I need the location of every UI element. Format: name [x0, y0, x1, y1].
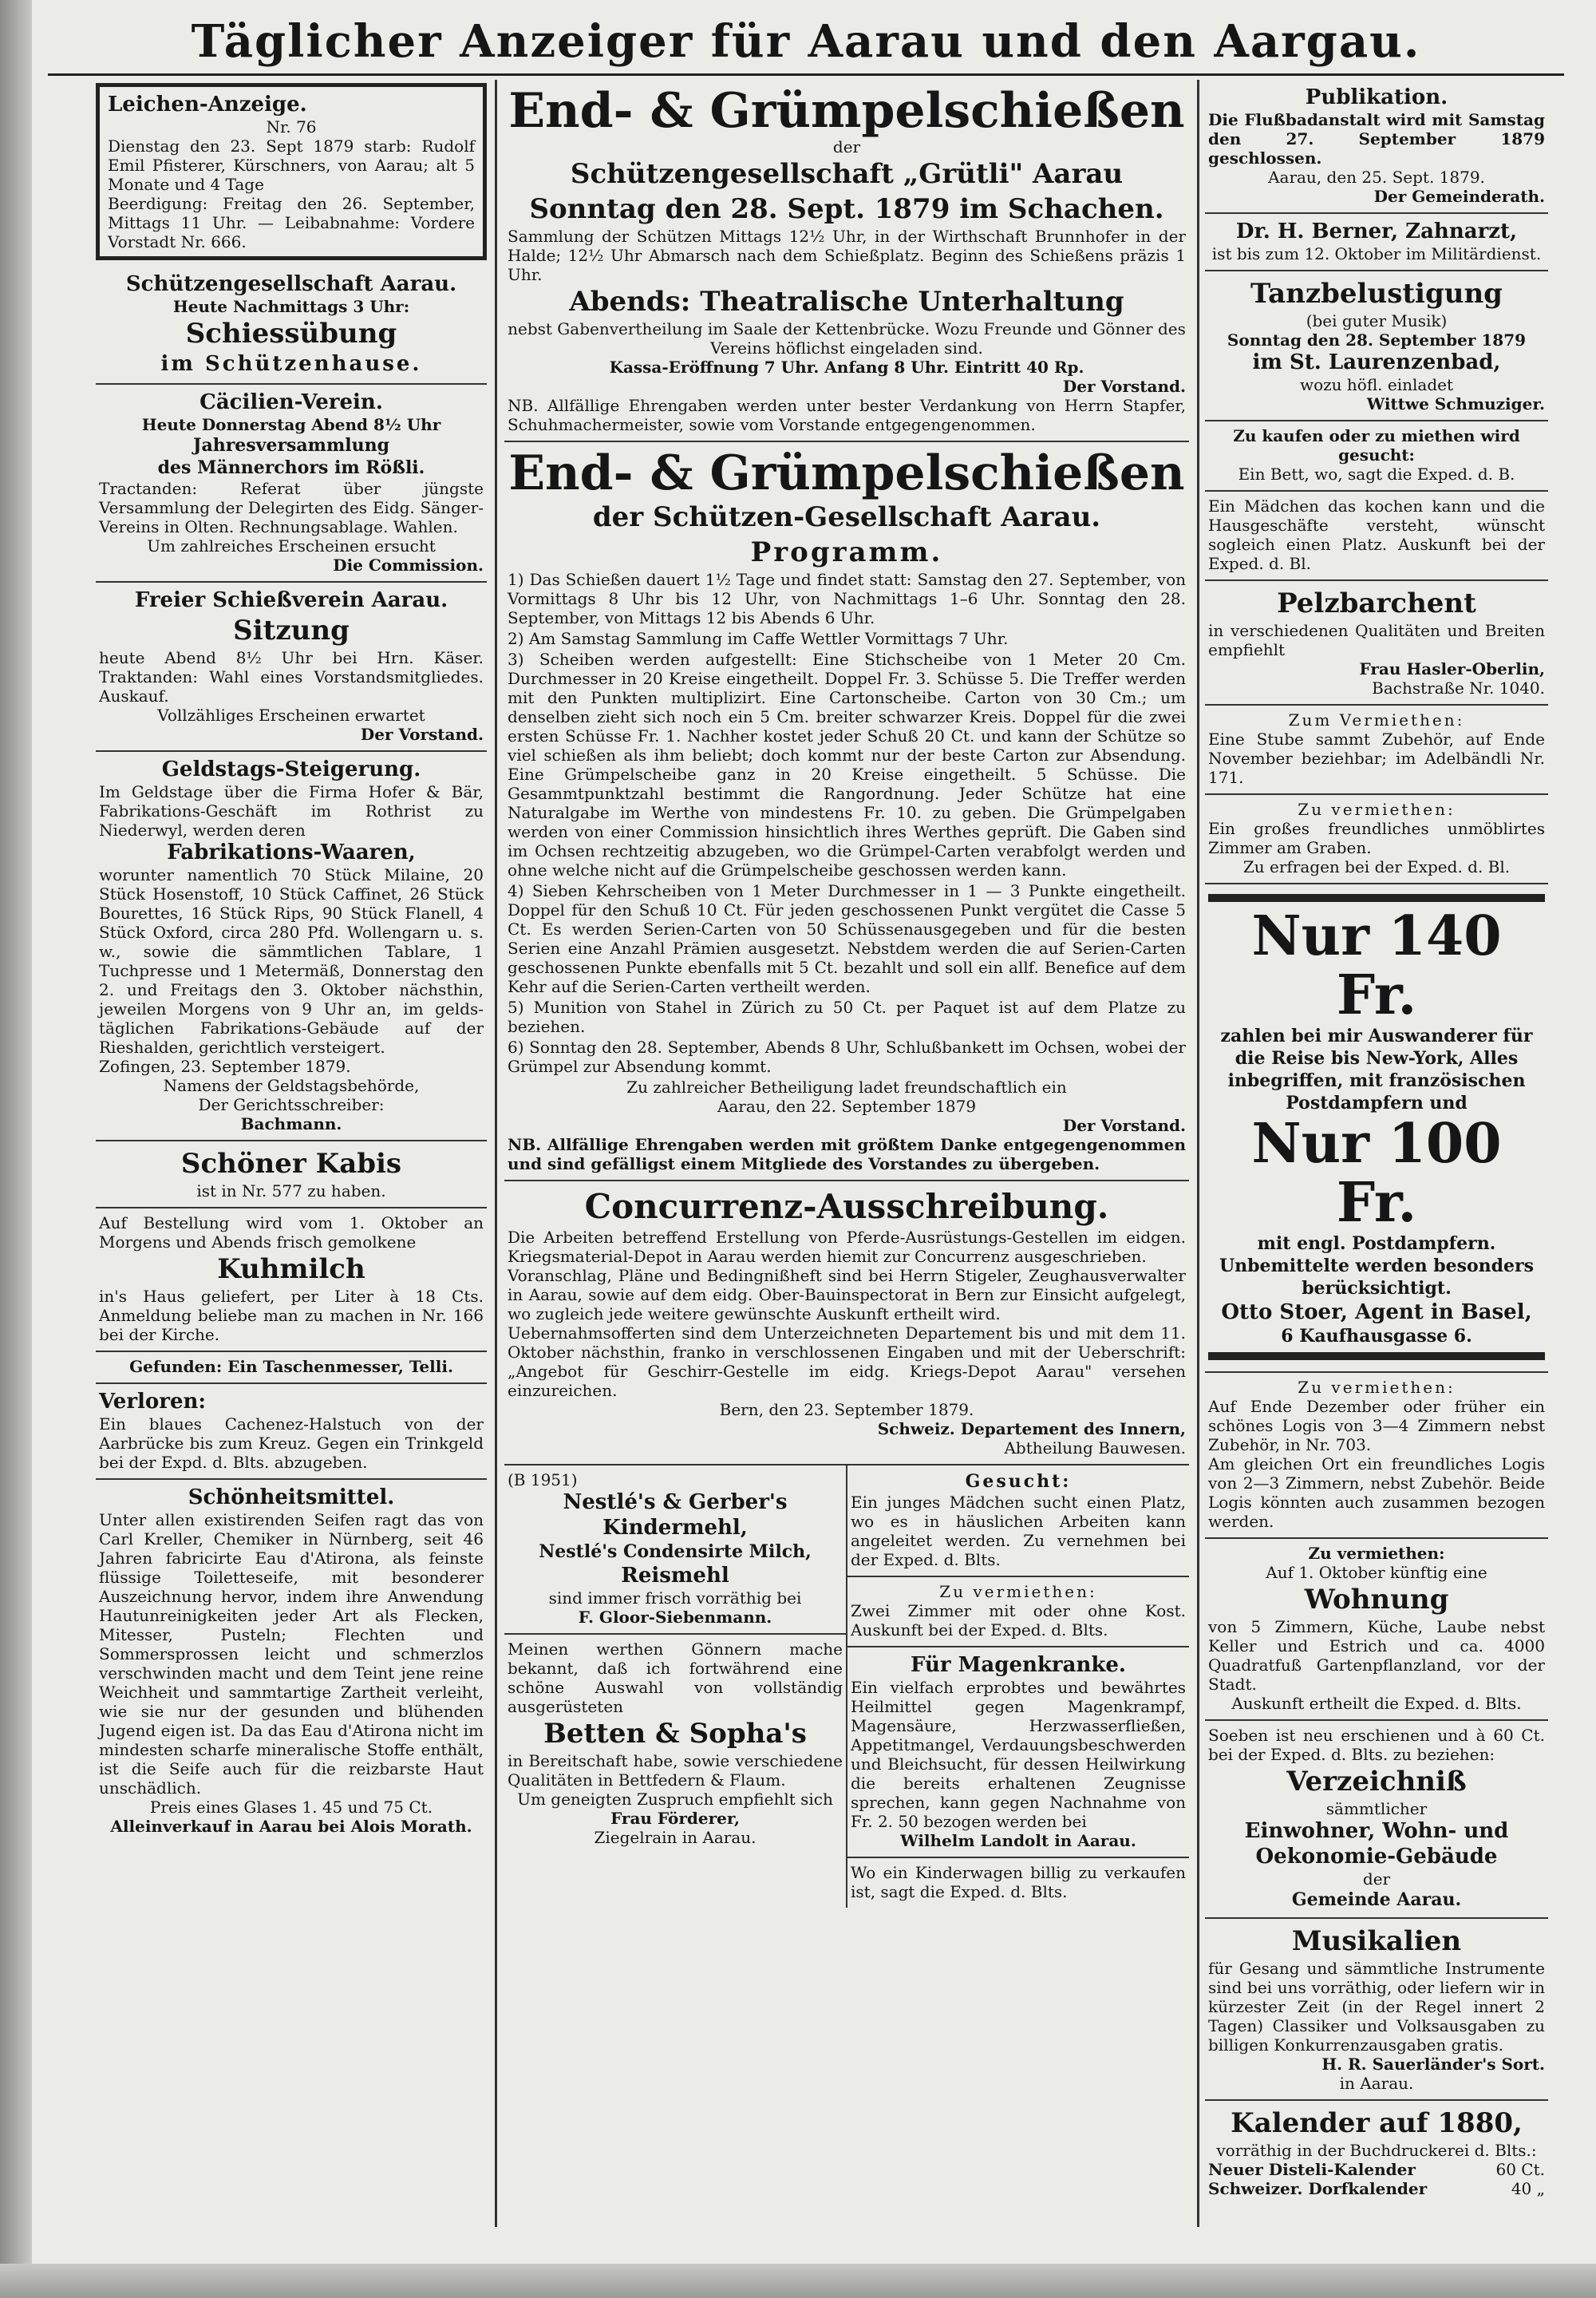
death-notice — [96, 83, 487, 260]
ad-address: 6 Kaufhausgasse 6. — [1281, 1326, 1472, 1347]
ad-headline: Schiessübung — [185, 318, 397, 350]
ad-text: in Bereitschaft habe, sowie verschiedene Qualitäten in Bettfedern & Flaum. — [508, 1751, 843, 1790]
maid-ad — [1205, 492, 1548, 581]
program-item: 4) Sieben Kehrscheiben von 1 Meter Durchmesser in 1 — 3 Punkte eingetheilt. Doppel für den Schuß 10 Ct. Für jeden geschossenen Punkt vergütet die Casse 5 Ct. Es werden Serien-Carten von 50 Schüssenausgegeben und für die besten Serien eine Anzahl Prämien ausgesetzt. Nebstdem werden die auf Serien-Carten geschossenen Punkte ebenfalls mit 5 Ct. bezahlt und soll ein allf. Benefice auf dem Kehr auf die Serien-Carten vertheilt werden. — [508, 881, 1186, 996]
ad-title: Schützengesellschaft Aarau. — [125, 272, 457, 296]
ad-headline: End- & Grümpelschießen — [508, 83, 1185, 139]
ad-headline: Nur 100 Fr. — [1251, 1112, 1502, 1235]
column-rule — [495, 80, 497, 2227]
kabis-ad — [96, 1141, 487, 1208]
publication-notice — [1205, 80, 1548, 214]
ad-text: Die Arbeiten betreffend Erstellung von Pferde-Ausrüstungs-Gestellen im eidgen. Kriegsmaterial-Depot in Aarau werden hiemit zur Concurrenz ausgeschrieben. — [508, 1228, 1186, 1266]
ad-headline: Fabrikations-Waaren, — [167, 840, 416, 864]
ad-subline: Abends: Theatralische Unterhaltung — [569, 286, 1124, 318]
ad-text: Ein Mädchen das kochen kann und die Hausgeschäfte versteht, wünscht sogleich einen Platz. Auskunft bei der Exped. d. Bl. — [1208, 496, 1545, 573]
ad-subline: Einwohner, Wohn- und — [1244, 1819, 1509, 1843]
ad-signature: Otto Stoer, Agent in Basel, — [1221, 1300, 1532, 1324]
ad-headline: Musikalien — [1291, 1925, 1462, 1957]
ad-signature: Frau Förderer, — [610, 1809, 740, 1828]
ad-title: Zu vermiethen: — [1298, 1378, 1456, 1397]
ad-signature: Frau Hasler-Oberlin, — [1359, 659, 1545, 678]
ad-brand: Nestlé's & Gerber's — [563, 1490, 788, 1514]
buy-wanted-ad — [1205, 421, 1548, 492]
ad-date: Sonntag den 28. September 1879 — [1227, 330, 1527, 350]
ad-seller: Alleinverkauf in Aarau bei Alois Morath. — [110, 1817, 472, 1836]
ad-text: von 5 Zimmern, Küche, Laube nebst Keller und Estrich und ca. 4000 Quadratfuß Gartenpflanzland, vor der Stadt. — [1208, 1617, 1545, 1694]
scan-edge-left — [0, 0, 32, 2298]
ad-text: Meinen werthen Gönnern mache bekannt, daß ich fortwährend eine schöne Auswahl von vollständig ausgerüsteten — [508, 1639, 843, 1716]
pram-ad — [847, 1858, 1189, 1908]
ad-subline: Gemeinde Aarau. — [1291, 1889, 1462, 1910]
ad-subline: des Männerchors im Rößli. — [157, 457, 425, 478]
ad-text: Am gleichen Ort ein freundliches Logis von 2—3 Zimmern, nebst Zubehör. Beide Logis könnten auch zusammen bezogen werden. — [1208, 1454, 1545, 1531]
ad-text: Ein blaues Cachenez-Halstuch von der Aarbrücke bis zum Kreuz. Gegen ein Trinkgeld bei der Expd. d. Blts. abzugeben. — [99, 1414, 484, 1472]
program-list — [508, 570, 1186, 1076]
ad-headline: Dr. H. Berner, Zahnarzt, — [1235, 220, 1518, 243]
ad-product: Nestlé's Condensirte Milch, — [539, 1541, 812, 1562]
ad-headline: Sitzung — [233, 615, 350, 647]
ad-text: Voranschlag, Pläne und Bedingnißheft sind bei Herrn Stigeler, Zeughausverwalter in Aarau, sowie auf dem eidg. Ober-Bauinspectorat in Bern zur Einsicht aufgelegt, wo zugleich jede weitere gewünschte Auskunft ertheilt wird. — [508, 1266, 1186, 1323]
ad-text: sind immer frisch vorräthig bei — [548, 1588, 802, 1608]
ad-text: Die Flußbadanstalt wird mit Samstag den 27. September 1879 geschlossen. — [1208, 110, 1545, 168]
ad-title: Zu kaufen oder zu miethen wird gesucht: — [1233, 426, 1520, 465]
ad-title: Zum Vermiethen: — [1288, 710, 1465, 730]
small-ads-right — [846, 1465, 1189, 1908]
death-funeral: Beerdigung: Freitag den 26. September, Mittags 11 Uhr. — Leibabnahme: Vordere Vorstadt Nr. 666. — [108, 194, 475, 251]
death-title: Leichen-Anzeige. — [108, 93, 307, 117]
ad-headline: Betten & Sopha's — [543, 1718, 807, 1750]
ad-title: der Schützen-Gesellschaft Aarau. — [592, 501, 1101, 533]
ad-text: Wo ein Kinderwagen billig zu verkaufen ist, sagt die Exped. d. Blts. — [851, 1863, 1186, 1901]
milk-ad — [96, 1208, 487, 1352]
ad-text: worunter namentlich 70 Stück Milaine, 20 Stück Hosenstoff, 10 Stück Caffinet, 26 Stück Bourettes, 16 Stück Rips, 90 Stück Flanell, 4 Stück Oxford, circa 280 Pfd. Wollengarn u. s. w., sowie die sämmtlichen Tablare, 1 Tuchpresse und 1 Metermäß, Donnerstag den 2. und Freitags den 3. Oktober nächsthin, jeweilen Morgens von 9 Uhr an, im gelds-täglichen Fabrikations-Gebäude auf der Rieshalden, gerichtlich versteigert. — [99, 865, 484, 1057]
ad-title: Schützengesellschaft „Grütli" Aarau — [570, 158, 1124, 190]
small-ads-grid — [504, 1465, 1189, 1908]
ad-headline: Tanzbelustigung — [1250, 278, 1503, 310]
ad-text: Uebernahmsofferten sind dem Unterzeichneten Departement bis und mit dem 11. Oktober nächsthin, franko in verschlossenen Eingaben und mit der Ueberschrift: „Angebot für Geschirr-Gestelle im eidg. Kriegs-Depot Aarau" versehen einzureichen. — [508, 1323, 1186, 1400]
ad-title: Zu vermiethen: — [939, 1582, 1097, 1601]
ad-signature: Wilhelm Landolt in Aarau. — [900, 1831, 1136, 1850]
divider-bar — [1208, 1352, 1545, 1360]
ad-product: Kindermehl, — [602, 1516, 748, 1540]
ad-text: in verschiedenen Qualitäten und Breiten empfiehlt — [1208, 621, 1545, 659]
ad-signature: Der Gemeinderath. — [1373, 187, 1545, 206]
middle-column — [504, 80, 1189, 1908]
small-ads-left — [504, 1465, 846, 1908]
ad-title: Geldstags-Steigerung. — [161, 757, 421, 781]
ad-title: Freier Schießverein Aarau. — [134, 588, 448, 612]
column-rule — [1197, 80, 1199, 2227]
ad-text: Unter allen existirenden Seifen ragt das von Carl Kreller, Chemiker in Nürnberg, seit 46 Jahren fabricirte Eau d'Atirona, als feinste flüssige Toiletteseife, mit besonderer Auszeichnung hervor, indem ihre Anwendung Hautunreinigkeiten jeder Art als Flecken, Mitesser, Pusteln; Flechten und Sommersprossen leicht und schmerzlos verschwinden macht und dem Teint jene reine Weichheit und sammtartige Zartheit verleiht, wie sie nur der gesunden und blühenden Jugend eigen ist. Da das Eau d'Atirona nicht im mindesten scharfe mineralische Stoffe enthält, ist die Seife auch für die reizbarste Haut unschädlich. — [99, 1510, 484, 1798]
program-item: 2) Am Samstag Sammlung im Caffe Wettler Vormittags 7 Uhr. — [508, 629, 1009, 648]
ad-headline: Pelzbarchent — [1277, 587, 1476, 619]
ad-ref: (B 1951) — [508, 1470, 578, 1489]
ad-signature: Der Vorstand. — [1062, 377, 1186, 396]
ad-text: für Gesang und sämmtliche Instrumente sind bei uns vorräthig, oder liefern wir in kürzester Zeit (in der Regel innert 2 Tagen) Classiker und Volksausgaben zu billigen Konkurrenzausgaben gratis. — [1208, 1959, 1545, 2055]
ad-signature: Der Gerichtsschreiber: — [198, 1095, 385, 1114]
ad-text: Ein Bett, wo, sagt die Exped. d. B. — [1238, 465, 1515, 484]
ad-headline: End- & Grümpelschießen — [508, 445, 1185, 501]
rent-ad — [1205, 706, 1548, 795]
ad-text: Ein junges Mädchen sucht einen Platz, wo es in häuslichen Arbeiten kann angeleitet werden. Zu vernehmen bei der Exped. d. Blts. — [851, 1493, 1186, 1569]
ad-title: Verloren: — [99, 1390, 206, 1414]
ad-title: Zu vermiethen: — [1298, 800, 1456, 819]
ad-date: Bern, den 23. September 1879. — [719, 1400, 974, 1419]
ad-title: Schönheitsmittel. — [188, 1485, 395, 1509]
program-title: Programm. — [750, 536, 943, 568]
ad-signature: Die Commission. — [333, 556, 484, 575]
gruetli-shooting-ad — [504, 80, 1189, 442]
ad-text: zahlen bei mir Auswanderer für die Reise bis New-York, Alles inbegriffen, mit französischen Postdampfern und — [1220, 1026, 1533, 1113]
ad-text: Auf 1. Oktober künftig eine — [1266, 1563, 1487, 1582]
ad-subline: Oekonomie-Gebäude — [1255, 1845, 1498, 1869]
ad-title: Für Magenkranke. — [911, 1653, 1126, 1677]
ad-text: Zu zahlreicher Betheiligung ladet freundschaftlich ein — [626, 1078, 1067, 1097]
fabric-ad — [1205, 581, 1548, 706]
ad-title: Cäcilien-Verein. — [200, 390, 383, 414]
ad-headline: Kalender auf 1880, — [1231, 2107, 1523, 2139]
program-item: 6) Sonntag den 28. September, Abends 8 Uhr, Schlußbankett im Ochsen, wobei der Grümpel zur Absendung kommt. — [508, 1038, 1186, 1076]
ad-text: Auskunft ertheilt die Exped. d. Blts. — [1231, 1694, 1522, 1713]
ad-headline: Jahresversammlung — [193, 435, 389, 456]
ad-headline: Concurrenz-Ausschreibung. — [584, 1187, 1109, 1226]
ad-title: Publikation. — [1305, 85, 1448, 109]
ad-text: Auf Bestellung wird vom 1. Oktober an Morgens und Abends frisch gemolkene — [99, 1213, 484, 1252]
death-text: Dienstag den 23. Sept 1879 starb: Rudolf Emil Pfisterer, Kürschners, von Aarau; alt 5 Monate und 4 Tage — [108, 136, 475, 194]
ad-signature: Bachmann. — [240, 1114, 342, 1133]
ad-text: ist in Nr. 577 zu haben. — [196, 1181, 386, 1200]
wanted-ad — [847, 1465, 1189, 1577]
masthead-title: Täglicher Anzeiger für Aarau und den Aargau. — [48, 10, 1564, 76]
directory-ad — [1205, 1721, 1548, 1919]
ad-text: Tractanden: Referat über jüngste Versammlung der Delegirten des Eidg. Sänger-Vereins in Olten. Rechnungsablage. Wahlen. — [99, 479, 484, 536]
program-item: 3) Scheiben werden aufgestellt: Eine Stichscheibe von 1 Meter 20 Cm. Durchmesser in 20 Kreise eingetheilt. Doppel Fr. 3. Schüsse 5. Die Treffer werden mit den Punkten multiplizirt. Eine Cartonscheibe. Carton von 30 Cm.; um denselben zieht sich noch ein 5 Cm. breiter schwarzer Kreis. Doppel für die zwei ersten Schüsse Fr. 1. Nachher kostet jeder Schuß 20 Ct. und kann der Schütze so viel schießen als ihm beliebt; doch kommt nur der beste Carton zur Absendung. Eine Grümpelscheibe ganz in 20 Kreise eingetheilt. 5 Schüsse. Die Gesammtpunktzahl bestimmt die Rangordnung. Jeder Schütze hat eine Naturalgabe im Werthe von mindestens Fr. 10. zu geben. Die Grümpelgaben werden von einer Commission hinsichtlich ihres Werthes geprüft. Die Gaben sind im Ochsen rechtzeitig abzugeben, wo die Grümpel-Carten verabfolgt werden und ohne welche nicht auf die Grümpelscheibe geschossen werden kann. — [508, 650, 1186, 880]
nestle-ad — [504, 1465, 846, 1635]
ad-signature: Schweiz. Departement des Innern, — [877, 1419, 1186, 1438]
ad-signature: Namens der Geldstagsbehörde, — [163, 1076, 420, 1095]
caecilien-ad — [96, 385, 487, 583]
price-value: 40 „ — [1511, 2179, 1545, 2198]
ad-signature: in Aarau. — [1339, 2074, 1414, 2093]
ad-signature: H. R. Sauerländer's Sort. — [1321, 2055, 1545, 2074]
ad-date: Sonntag den 28. Sept. 1879 im Schachen. — [529, 193, 1164, 225]
ad-text: Eine Stube sammt Zubehör, auf Ende November beziehbar; im Adelbändli Nr. 171. — [1208, 730, 1545, 787]
ad-date: Aarau, den 22. September 1879 — [717, 1097, 977, 1116]
ad-text: vorräthig in der Buchdruckerei d. Blts.: — [1216, 2141, 1537, 2160]
aarau-shooting-ad — [504, 442, 1189, 1181]
ad-headline: Wohnung — [1304, 1584, 1449, 1616]
ad-text: Im Geldstage über die Firma Hofer & Bär, Fabrikations-Geschäft im Rothrist zu Niederwyl, werden deren — [99, 782, 484, 840]
beauty-ad — [96, 1480, 487, 1842]
ad-text: in's Haus geliefert, per Liter à 18 Cts. Anmeldung beliebe man zu machen in Nr. 166 bei der Kirche. — [99, 1287, 484, 1344]
emigration-ad — [1205, 884, 1548, 1373]
ad-text: Soeben ist neu erschienen und à 60 Ct. bei der Exped. d. Blts. zu beziehen: — [1208, 1726, 1545, 1764]
ad-text: Ein vielfach erprobtes und bewährtes Heilmittel gegen Magenkrampf, Magensäure, Herzwasserfließen, Appetitmangel, Verdauungsbeschwerden und Bleichsucht, für dessen Heilwirkung die bereits erhaltenen Zeugnisse sprechen, kann gegen Nachnahme von Fr. 2. 50 bezogen werden bei — [851, 1678, 1186, 1831]
price-item: Schweizer. Dorfkalender — [1208, 2179, 1428, 2198]
calendar-ad — [1205, 2101, 1548, 2205]
ad-signature: Der Vorstand. — [360, 725, 484, 744]
ad-text: mit engl. Postdampfern. Unbemittelte werden besonders berücksichtigt. — [1219, 1233, 1535, 1299]
program-item: 1) Das Schießen dauert 1½ Tage und findet statt: Samstag den 27. September, von Vormittags 8 Uhr bis 12 Uhr, von Nachmittags 1–6 Uhr. Sonntag den 28. September, von Mittags 12 bis Abends 6 Uhr. — [508, 570, 1186, 627]
ad-text: Ein großes freundliches unmöblirtes Zimmer am Graben. — [1208, 819, 1545, 857]
price-item: Neuer Disteli-Kalender — [1208, 2160, 1416, 2179]
ad-signature: Abtheilung Bauwesen. — [1004, 1438, 1186, 1458]
beds-ad — [504, 1635, 846, 1853]
ad-text: Sammlung der Schützen Mittags 12½ Uhr, in der Wirthschaft Brunnhofer in der Halde; 12½ Uhr Abmarsch nach dem Schießplatz. Beginn des Schießens präzis 1 Uhr. — [508, 227, 1186, 284]
ad-text: Auf Ende Dezember oder früher ein schönes Logis von 3—4 Zimmern nebst Zubehör, in Nr. 703. — [1208, 1397, 1545, 1454]
ad-signature: Bachstraße Nr. 1040. — [1372, 678, 1545, 698]
price-value: 60 Ct. — [1495, 2160, 1545, 2179]
rent-ad — [1205, 795, 1548, 884]
ad-date: Aarau, den 25. Sept. 1879. — [1268, 168, 1485, 187]
ad-title: Gesucht: — [965, 1471, 1072, 1492]
lost-notice — [96, 1384, 487, 1480]
ad-text: Gefunden: Ein Taschenmesser, Telli. — [129, 1357, 453, 1376]
schiessverein-ad — [96, 583, 487, 752]
ad-text: Zwei Zimmer mit oder ohne Kost. Auskunft bei der Exped. d. Blts. — [851, 1601, 1186, 1639]
ad-subline: im Schützenhause. — [160, 352, 422, 376]
ad-headline: Nur 140 Fr. — [1251, 904, 1502, 1027]
ad-headline: Kuhmilch — [217, 1253, 365, 1285]
ad-text: Kassa-Eröffnung 7 Uhr. Anfang 8 Uhr. Eintritt 40 Rp. — [609, 358, 1084, 377]
ad-line: Heute Donnerstag Abend 8½ Uhr — [141, 415, 441, 434]
price-row — [1208, 2160, 1545, 2179]
auction-ad — [96, 752, 487, 1141]
ad-date: Zofingen, 23. September 1879. — [99, 1057, 351, 1076]
ad-product: Reismehl — [621, 1564, 729, 1588]
program-item: 5) Munition von Stahel in Zürich zu 50 Ct. per Paquet ist auf dem Platze zu beziehen. — [508, 998, 1186, 1036]
ad-line: Heute Nachmittags 3 Uhr: — [172, 297, 410, 316]
music-ad — [1205, 1919, 1548, 2101]
ad-note: NB. Allfällige Ehrengaben werden mit größtem Danke entgegengenommen und sind gefälligst einem Mitgliede des Vorstandes zu übergeben. — [508, 1135, 1186, 1173]
death-nr: Nr. 76 — [266, 117, 317, 136]
dentist-ad — [1205, 214, 1548, 271]
stomach-remedy-ad — [847, 1647, 1189, 1858]
left-column — [96, 80, 487, 1842]
rent-ad — [847, 1577, 1189, 1647]
ad-text: Um geneigten Zuspruch empfiehlt sich — [517, 1790, 833, 1809]
ad-seller: F. Gloor-Siebenmann. — [578, 1608, 772, 1627]
ad-text: Zu erfragen bei der Exped. d. Bl. — [1242, 857, 1511, 876]
right-column — [1205, 80, 1548, 2205]
ad-headline: Verzeichniß — [1286, 1766, 1467, 1798]
ad-text: Vollzähliges Erscheinen erwartet — [157, 706, 425, 725]
tender-ad — [504, 1181, 1189, 1465]
ad-signature: Wittwe Schmuziger. — [1366, 394, 1545, 413]
ad-text: (bei guter Musik) — [1306, 311, 1448, 330]
ad-title: Zu vermiethen: — [1308, 1544, 1445, 1563]
found-notice — [96, 1352, 487, 1384]
ad-signature: Der Vorstand. — [1062, 1116, 1186, 1135]
ad-text: Um zahlreiches Erscheinen ersucht — [147, 536, 436, 556]
ad-headline: Schöner Kabis — [180, 1148, 402, 1180]
apartment-ad — [1205, 1539, 1548, 1721]
ad-text: heute Abend 8½ Uhr bei Hrn. Käser. Traktanden: Wahl eines Vorstandsmitgliedes. Auskauf. — [99, 648, 484, 706]
ad-text: der — [832, 137, 861, 156]
ad-text: der — [1362, 1869, 1391, 1889]
ad-text: sämmtlicher — [1325, 1799, 1428, 1818]
scan-edge-bottom — [0, 2264, 1596, 2298]
shooting-practice-ad — [96, 267, 487, 385]
ad-note: NB. Allfällige Ehrengaben werden unter bester Verdankung von Herrn Stapfer, Schuhmachermeister, sowie vom Vorstande entgegengenommen. — [508, 396, 1186, 434]
dance-ad — [1205, 271, 1548, 421]
ad-text: nebst Gabenvertheilung im Saale der Kettenbrücke. Wozu Freunde und Gönner des Vereins höflichst eingeladen sind. — [508, 319, 1186, 358]
ad-price: Preis eines Glases 1. 45 und 75 Ct. — [149, 1798, 433, 1817]
ad-text: wozu höfl. einladet — [1299, 375, 1454, 394]
ad-place: im St. Laurenzenbad, — [1252, 350, 1501, 374]
rent-ad — [1205, 1373, 1548, 1539]
price-row — [1208, 2179, 1545, 2198]
ad-text: ist bis zum 12. Oktober im Militärdienst. — [1211, 244, 1542, 263]
ad-signature: Ziegelrain in Aarau. — [594, 1828, 757, 1847]
divider-bar — [1208, 894, 1545, 902]
